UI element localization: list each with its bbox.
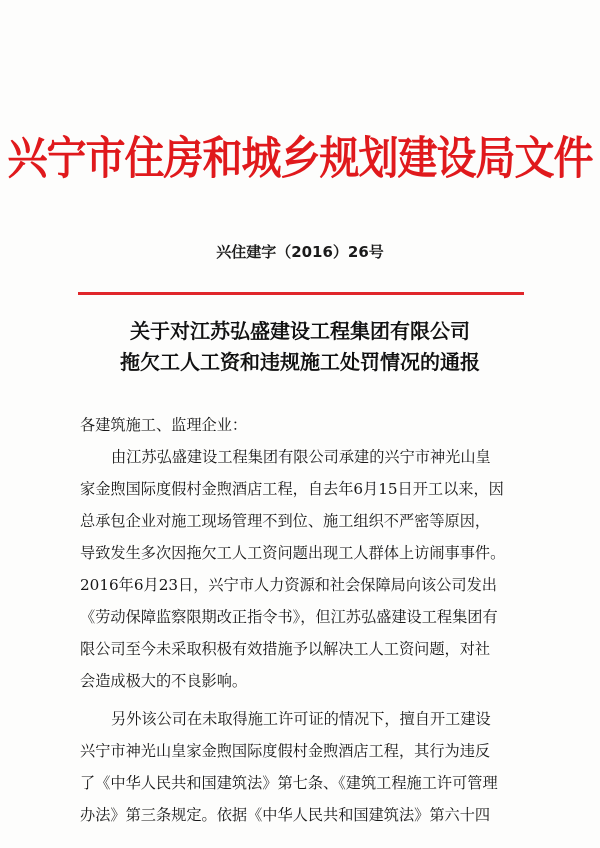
salutation: 各建筑施工、监理企业：: [80, 416, 248, 434]
body-line: 限公司至今未采取积极有效措施予以解决工人工资问题，对社: [80, 640, 491, 658]
body-line: 会造成极大的不良影响。: [80, 672, 248, 690]
notice-title-line-1: 关于对江苏弘盛建设工程集团有限公司: [130, 319, 470, 343]
issuing-authority-header: 兴宁市住房和城乡规划建设局文件: [7, 133, 593, 185]
red-divider-line: [78, 292, 524, 295]
document-number: 兴住建字（2016）26号: [216, 243, 384, 261]
body-line: 家金煦国际度假村金煦酒店工程，自去年6月15日开工以来，因: [80, 480, 504, 498]
notice-title-line-2: 拖欠工人工资和违规施工处罚情况的通报: [120, 350, 480, 374]
body-line: 了《中华人民共和国建筑法》第七条、《建筑工程施工许可管理: [80, 774, 498, 792]
body-line: 办法》第三条规定。依据《中华人民共和国建筑法》第六十四: [80, 806, 491, 824]
body-line: 另外该公司在未取得施工许可证的情况下，擅自开工建设: [111, 710, 491, 728]
body-line: 兴宁市神光山皇家金煦国际度假村金煦酒店工程，其行为违反: [80, 742, 491, 760]
body-line: 总承包企业对施工现场管理不到位、施工组织不严密等原因，: [80, 512, 491, 530]
body-line: 《劳动保障监察限期改正指令书》，但江苏弘盛建设工程集团有: [80, 608, 498, 626]
body-line: 由江苏弘盛建设工程集团有限公司承建的兴宁市神光山皇: [111, 448, 491, 466]
body-line: 导致发生多次因拖欠工人工资问题出现工人群体上访闹事事件。: [80, 544, 506, 562]
body-line: 2016年6月23日，兴宁市人力资源和社会保障局向该公司发出: [80, 576, 497, 594]
